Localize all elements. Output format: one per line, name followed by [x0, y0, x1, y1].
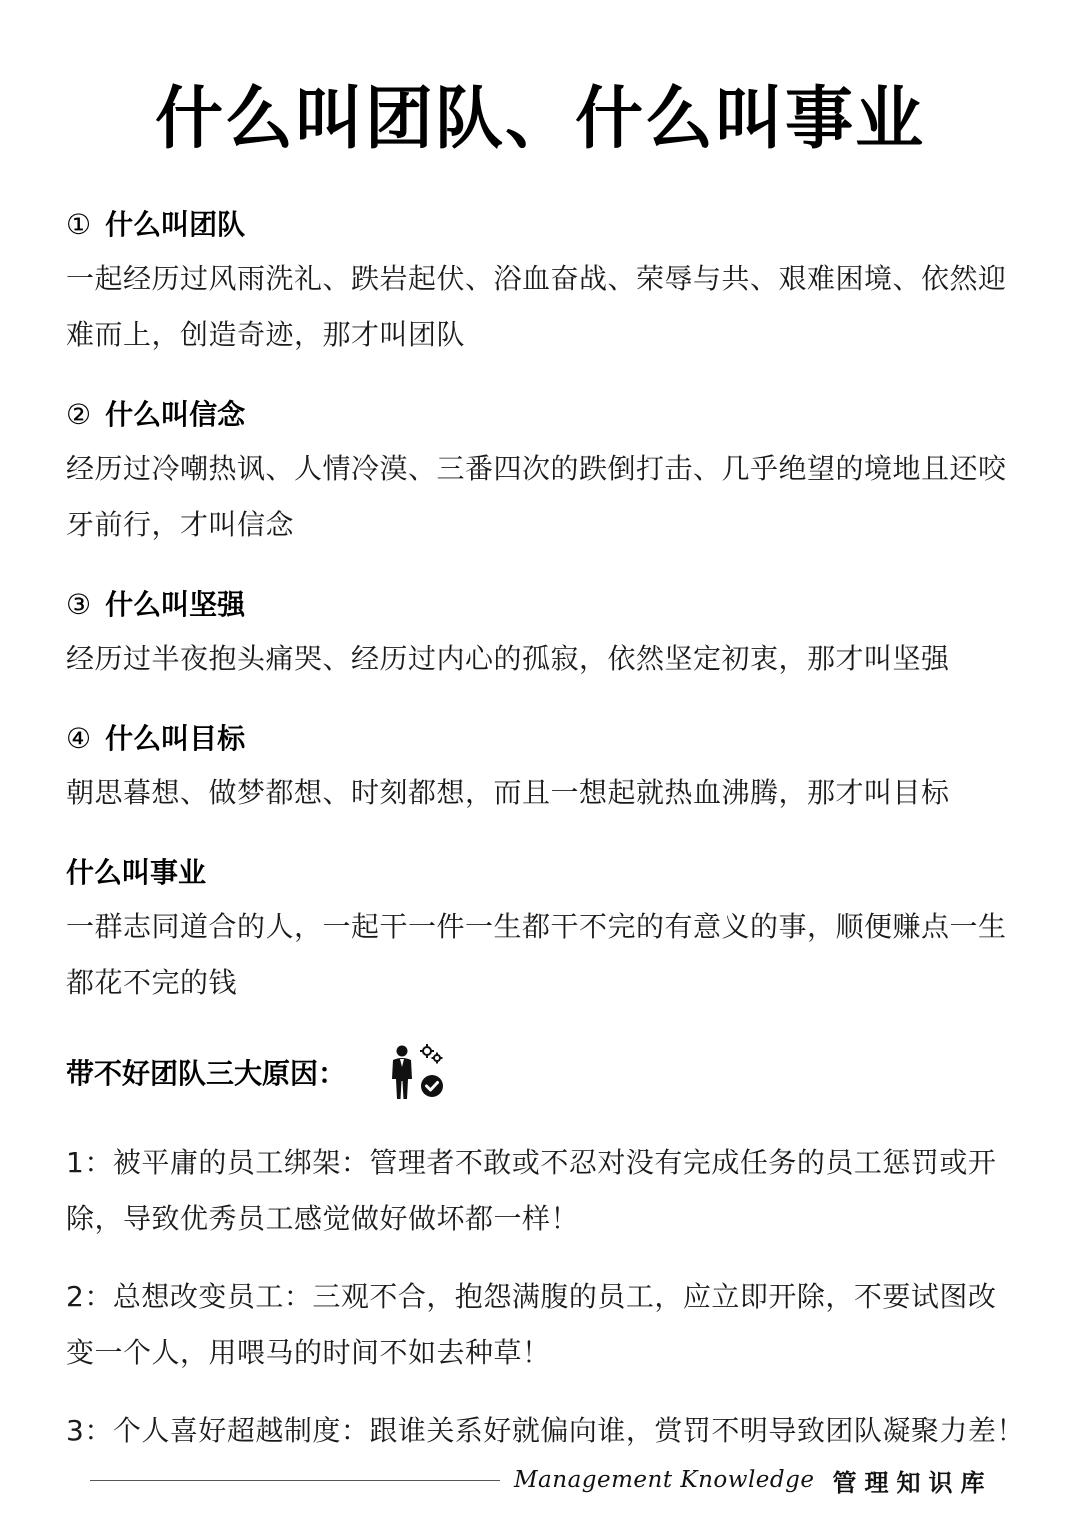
section-title: 什么叫坚强 [105, 588, 246, 621]
section-title: 什么叫事业 [66, 856, 207, 889]
footer [90, 1460, 1000, 1500]
paragraph-line: 都花不完的钱 [66, 966, 238, 999]
section-heading [66, 585, 1026, 625]
paragraph-line: 朝思暮想、做梦都想、时刻都想，而且一想起就热血沸腾，那才叫目标 [66, 776, 950, 809]
section-number: ④ [66, 722, 92, 755]
section-heading [66, 395, 1026, 435]
section-strength [66, 585, 1026, 687]
cause-item [66, 1403, 1026, 1459]
section-title: 什么叫信念 [105, 398, 246, 431]
section-title: 什么叫目标 [105, 722, 246, 755]
page-title: 什么叫团队、什么叫事业 [154, 80, 925, 159]
businessman-gears-check-icon [386, 1043, 448, 1105]
paragraph-line: 一群志同道合的人，一起干一件一生都干不完的有意义的事，顺便赚点一生 [66, 910, 1007, 943]
section-team [66, 205, 1026, 363]
section-paragraph [66, 631, 1026, 687]
section-career [66, 853, 1026, 1011]
paragraph-line: 难而上，创造奇迹，那才叫团队 [66, 318, 466, 351]
paragraph-line: 经历过半夜抱头痛哭、经历过内心的孤寂，依然坚定初衷，那才叫坚强 [66, 642, 950, 675]
cause-line: 变一个人，用喂马的时间不如去种草！ [66, 1336, 551, 1369]
section-title: 什么叫团队 [105, 208, 246, 241]
section-paragraph [66, 251, 1026, 363]
section-paragraph [66, 765, 1026, 821]
causes-heading [66, 1043, 1026, 1105]
section-heading [66, 205, 1026, 245]
cause-item [66, 1135, 1026, 1247]
section-paragraph [66, 441, 1026, 553]
cause-line: 3：个人喜好超越制度：跟谁关系好就偏向谁，赏罚不明导致团队凝聚力差！ [66, 1414, 1025, 1447]
paragraph-line: 经历过冷嘲热讽、人情冷漠、三番四次的跌倒打击、几乎绝望的境地且还咬 [66, 452, 1007, 485]
section-heading [66, 853, 1026, 893]
footer-brand-chinese: 管理知识库 [832, 1468, 993, 1497]
footer-brand-english: Management Knowledge [514, 1467, 815, 1493]
paragraph-line: 一起经历过风雨洗礼、跌岩起伏、浴血奋战、荣辱与共、艰难困境、依然迎 [66, 262, 1007, 295]
article-body [66, 205, 1026, 1459]
cause-line: 1：被平庸的员工绑架：管理者不敢或不忍对没有完成任务的员工惩罚或开 [66, 1146, 997, 1179]
section-causes [66, 1043, 1026, 1459]
causes-title: 带不好团队三大原因： [66, 1057, 347, 1090]
cause-item [66, 1269, 1026, 1381]
section-number: ② [66, 398, 92, 431]
cause-line: 2：总想改变员工：三观不合，抱怨满腹的员工，应立即开除，不要试图改 [66, 1280, 997, 1313]
section-number: ③ [66, 588, 92, 621]
paragraph-line: 牙前行，才叫信念 [66, 508, 295, 541]
section-heading [66, 719, 1026, 759]
section-belief [66, 395, 1026, 553]
footer-divider [90, 1480, 500, 1481]
cause-line: 除，导致优秀员工感觉做好做坏都一样！ [66, 1202, 580, 1235]
section-number: ① [66, 208, 92, 241]
section-paragraph [66, 899, 1026, 1011]
section-goal [66, 719, 1026, 821]
